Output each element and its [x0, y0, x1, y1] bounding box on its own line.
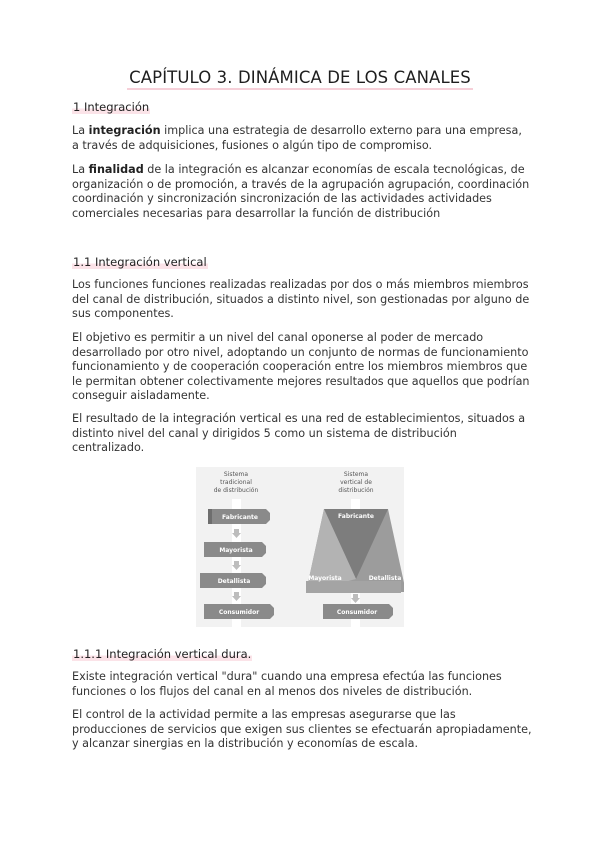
page-title [0, 68, 600, 87]
paragraph-integracion-definition: La integración implica una estrategia de desarrollo externo para una empresa, a través de adquisiciones, fusiones o algún tipo de compromiso. [72, 124, 522, 152]
paragraph-integracion-finalidad: La finalidad de la integración es alcanzar economías de escala tecnológicas, de organización o de promoción, a través de la agrupación agrupación, coordinación coordinación y sincronización sincronización de las actividades actividades comerciales necesarias para desarrollar la función de distribución [72, 163, 530, 220]
left-mayorista-label: Mayorista [219, 547, 253, 554]
left-fabricante-box [208, 509, 270, 524]
left-detallista-label: Detallista [217, 578, 251, 585]
left-consumidor-label: Consumidor [218, 609, 260, 616]
left-title-line-1: Sistema [223, 471, 249, 478]
paragraph-dura-definicion: Existe integración vertical "dura" cuando una empresa efectúa las funciones funciones o los flujos del canal en al menos dos niveles de distribución. [72, 670, 502, 698]
paragraph-dura-control: El control de la actividad permite a las empresas asegurarse que las producciones de servicios que exigen sus clientes se efectuarán apropiadamente, y alcanzar sinergias en la distribución y economías de escala. [72, 708, 532, 751]
left-detallista-box [200, 573, 266, 588]
right-consumidor-box [323, 604, 393, 619]
left-title-line-3: de distribución [213, 487, 259, 494]
right-title-line-1: Sistema [343, 471, 369, 478]
left-consumidor-box [204, 604, 274, 619]
paragraph-vertical-objetivo: El objetivo es permitir a un nivel del canal oponerse al poder de mercado desarrollado por otro nivel, adoptando un conjunto de normas de funcionamiento funcionamiento y de cooperación cooperación entre los miembros miembros que le permitan obtener colectivamente mejores resultados que aquellos que podrían conseguir aisladamente. [72, 331, 530, 403]
page-title-text: CAPÍTULO 3. DINÁMICA DE LOS CANALES [127, 68, 473, 90]
section-heading-integracion: 1 Integración [73, 100, 150, 114]
right-title-line-3: distribución [338, 487, 374, 494]
bold-term-integracion: integración [88, 124, 161, 137]
right-mayorista-label: Mayorista [308, 575, 342, 582]
left-title-line-2: tradicional [220, 479, 252, 486]
left-fabricante-label: Fabricante [222, 514, 258, 521]
right-consumidor-label: Consumidor [336, 609, 378, 616]
paragraph-vertical-funciones: Los funciones funciones realizadas realizadas por dos o más miembros miembros del canal de distribución, situados a distinto nivel, son gestionadas por alguno de sus componentes. [72, 278, 530, 321]
right-title-line-2: vertical de [340, 479, 372, 486]
distribution-systems-figure [196, 467, 404, 627]
section-heading-vertical-dura: 1.1.1 Integración vertical dura. [73, 647, 252, 661]
left-mayorista-box [204, 542, 266, 557]
section-heading-integracion-vertical: 1.1 Integración vertical [73, 255, 207, 269]
bold-term-finalidad: finalidad [88, 163, 144, 176]
paragraph-vertical-resultado: El resultado de la integración vertical es una red de establecimientos, situados a distinto nivel del canal y dirigidos 5 como un sistema de distribución centralizado. [72, 412, 526, 455]
right-fabricante-label: Fabricante [338, 513, 374, 520]
right-detallista-label: Detallista [368, 575, 402, 582]
